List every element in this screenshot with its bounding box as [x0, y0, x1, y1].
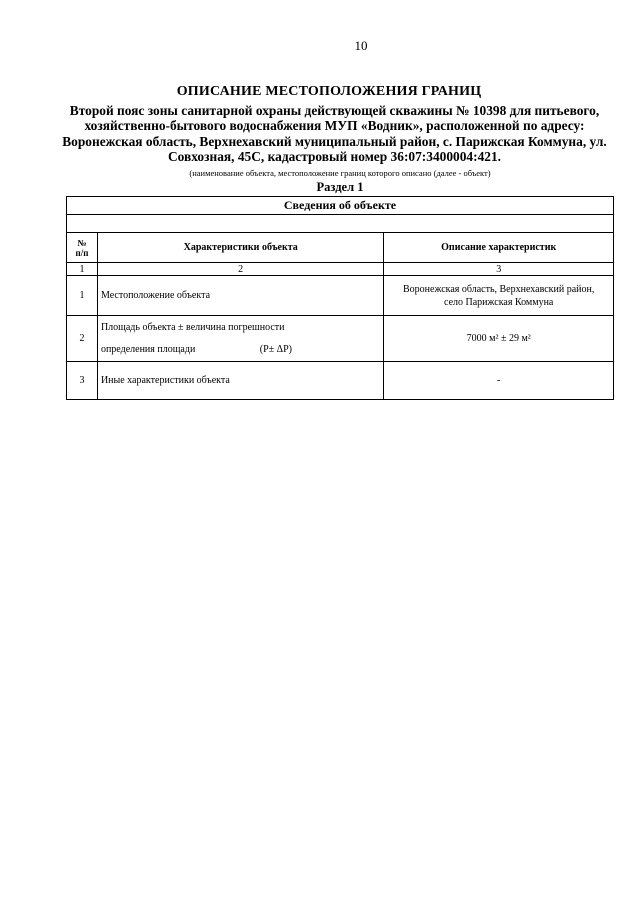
row-characteristic: Иные характеристики объекта [97, 362, 383, 400]
row-num: 1 [67, 276, 98, 316]
page-number: 10 [354, 38, 368, 53]
subtitle-line: Второй пояс зоны санитарной охраны действующей скважины № 10398 для питьевого, [69, 103, 600, 118]
row-characteristic-formula: (P± ΔP) [259, 343, 292, 355]
table-row [67, 316, 614, 362]
row-description-line: село Парижская Коммуна [444, 296, 554, 308]
document-title: ОПИСАНИЕ МЕСТОПОЛОЖЕНИЯ ГРАНИЦ [176, 84, 482, 99]
subtitle-line: хозяйственно-бытового водоснабжения МУП «Водник», расположенной по адресу: [84, 118, 585, 134]
table-heading: Сведения об объекте [67, 197, 614, 215]
row-description-line: Воронежская область, Верхнехавский район, [403, 283, 595, 295]
col-number: 1 [67, 263, 98, 276]
row-characteristic [97, 316, 383, 362]
object-note: (наименование объекта, местоположение границ которого описано (далее - объект) [189, 168, 491, 178]
col-header-num [67, 233, 98, 263]
subtitle-line: Совхозная, 45С, кадастровый номер 36:07:3400004:421. [167, 149, 502, 165]
col-number: 2 [97, 263, 383, 276]
row-num: 3 [67, 362, 98, 400]
row-characteristic-line [101, 339, 380, 361]
col-header-characteristics: Характеристики объекта [97, 233, 383, 263]
document-subtitle [62, 103, 607, 165]
section-heading: Раздел 1 [316, 180, 364, 194]
col-number: 3 [384, 263, 614, 276]
col-header-num-line: п/п [75, 247, 89, 258]
table-spacer-row [67, 215, 614, 233]
object-info-table [66, 196, 614, 400]
row-characteristic-text: определения площади [100, 343, 196, 355]
table-row [67, 276, 614, 316]
row-characteristic: Местоположение объекта [97, 276, 383, 316]
col-header-description: Описание характеристик [384, 233, 614, 263]
row-description: 7000 м² ± 29 м² [384, 316, 614, 362]
subtitle-line: Воронежская область, Верхнехавский муниципальный район, с. Парижская Коммуна, ул. [62, 133, 607, 149]
row-description: - [384, 362, 614, 400]
row-characteristic-line: Площадь объекта ± величина погрешности [100, 321, 285, 333]
col-header-num-line: № [77, 237, 87, 248]
row-description [384, 276, 614, 316]
table-row [67, 362, 614, 400]
row-num: 2 [67, 316, 98, 362]
